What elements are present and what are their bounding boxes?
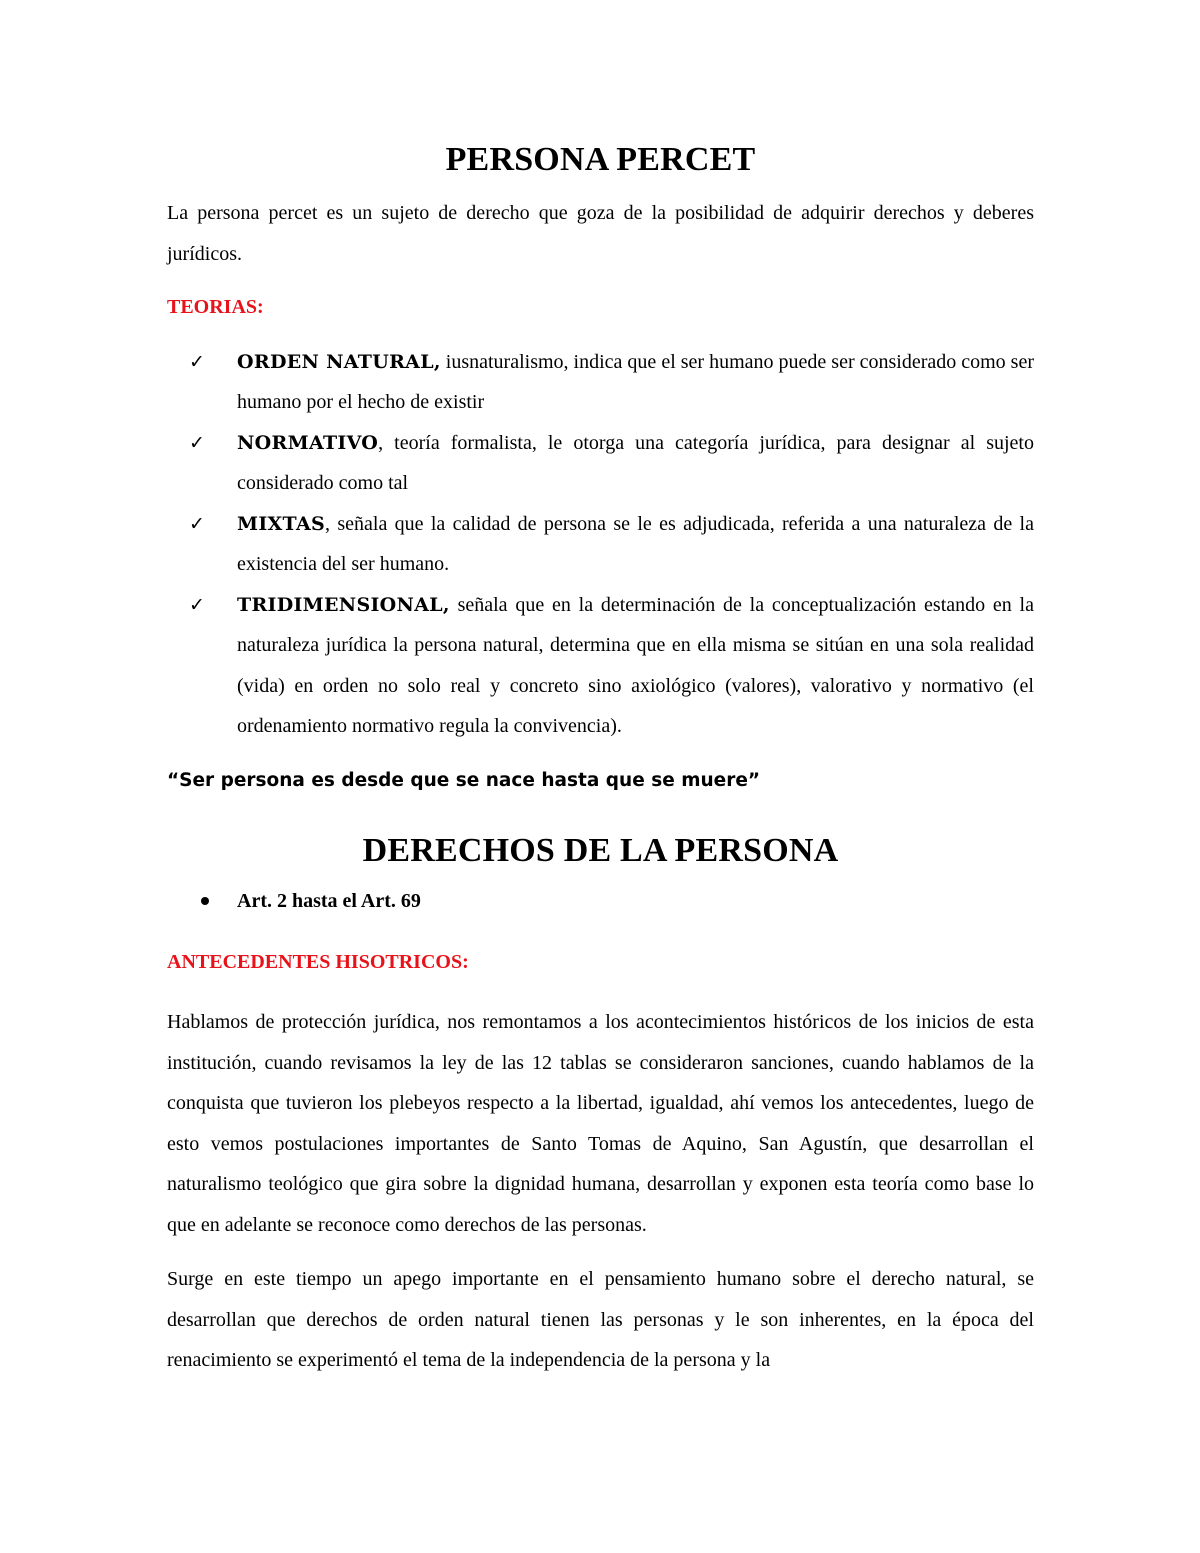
list-item xyxy=(167,881,1034,922)
theory-term: ORDEN NATURAL, xyxy=(237,350,441,373)
section-title: DERECHOS DE LA PERSONA xyxy=(362,832,839,869)
article-range: Art. 2 hasta el Art. 69 xyxy=(237,890,421,912)
checkmark-icon: ✓ xyxy=(189,512,205,535)
theory-term: NORMATIVO xyxy=(237,431,379,454)
theory-text: , teoría formalista, le otorga una categoría jurídica, para designar al sujeto considerado como tal xyxy=(237,431,1034,494)
history-heading: ANTECEDENTES HISOTRICOS: xyxy=(167,950,469,973)
bullet-icon xyxy=(201,897,209,905)
checkmark-icon: ✓ xyxy=(189,593,205,616)
theory-text: señala que en la determinación de la conceptualización estando en la naturaleza jurídica la persona natural, determina que en ella misma se sitúan en una sola realidad (vida) en orden no solo real y concreto sino axiológico (valores), valorativo y normativo (el ordenamiento normativo regula la convivencia). xyxy=(237,593,1034,737)
list-item xyxy=(167,342,1034,423)
theories-heading: TEORIAS: xyxy=(167,296,264,318)
list-item xyxy=(167,504,1034,585)
articles-list xyxy=(167,881,1034,922)
list-item xyxy=(167,585,1034,747)
checkmark-icon: ✓ xyxy=(189,350,205,373)
history-paragraph-1: Hablamos de protección jurídica, nos remontamos a los acontecimientos históricos de los inicios de esta institución, cuando revisamos la ley de las 12 tablas se consideraron sanciones, cuando hablamos de la conquista que tuvieron los plebeyos respecto a la libertad, igualdad, ahí vemos los antecedentes, luego de esto vemos postulaciones importantes de Santo Tomas de Aquino, San Agustín, que desarrollan el naturalismo teológico que gira sobre la dignidad humana, desarrollan y exponen esta teoría como base lo que en adelante se reconoce como derechos de las personas. xyxy=(167,1011,1034,1236)
checkmark-icon: ✓ xyxy=(189,431,205,454)
list-item xyxy=(167,423,1034,504)
theory-text: , señala que la calidad de persona se le es adjudicada, referida a una naturaleza de la existencia del ser humano. xyxy=(237,512,1034,575)
page-title: PERSONA PERCET xyxy=(445,141,756,178)
theories-list xyxy=(167,342,1034,747)
theory-term: TRIDIMENSIONAL, xyxy=(237,593,450,616)
quote: “Ser persona es desde que se nace hasta que se muere” xyxy=(167,769,761,791)
history-paragraph-2: Surge en este tiempo un apego importante en el pensamiento humano sobre el derecho natural, se desarrollan que derechos de orden natural tienen las personas y le son inherentes, en la época del renacimiento se experimentó el tema de la independencia de la persona y la xyxy=(167,1268,1034,1371)
document-body xyxy=(167,140,1034,1381)
theory-text: iusnaturalismo, indica que el ser humano puede ser considerado como ser humano por el hecho de existir xyxy=(237,350,1035,413)
theory-term: MIXTAS xyxy=(237,512,326,535)
intro-paragraph: La persona percet es un sujeto de derecho que goza de la posibilidad de adquirir derechos y deberes jurídicos. xyxy=(167,202,1034,265)
